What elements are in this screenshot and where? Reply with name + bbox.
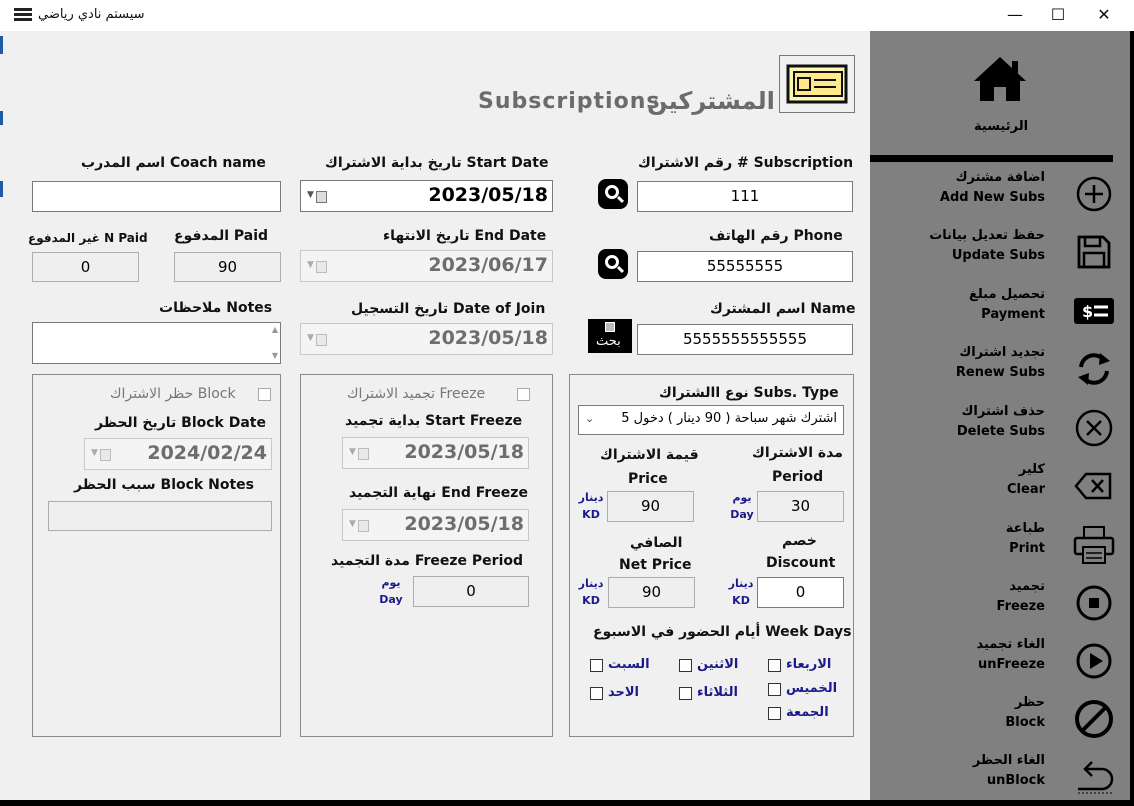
chevron-down-icon: ▼ <box>307 333 314 343</box>
minimize-button[interactable]: — <box>1007 5 1023 24</box>
name-search-button[interactable] <box>588 319 632 353</box>
day-checkbox-sat[interactable] <box>590 659 603 672</box>
coach-input[interactable] <box>32 181 281 212</box>
start-freeze-picker <box>342 437 529 469</box>
start-date-picker[interactable] <box>300 180 553 212</box>
block-date-label: تاريخ الحظر Block Date <box>95 415 266 431</box>
day-label-sat: السبت <box>608 657 650 672</box>
freeze-period-input: 0 <box>413 576 529 607</box>
sidebar-item-renew-subs[interactable] <box>870 345 1130 401</box>
calendar-icon <box>316 191 327 203</box>
sidebar-item-block[interactable] <box>870 695 1130 751</box>
subs-type-select[interactable] <box>578 405 844 435</box>
freeze-checkbox[interactable] <box>517 388 530 401</box>
plus-circle-icon <box>1072 172 1116 216</box>
sidebar-item-label-en: Print <box>1009 541 1045 556</box>
freeze-title: تجميد الاشتراك Freeze <box>347 386 486 402</box>
paid-label: المدفوع Paid <box>174 228 269 244</box>
price-unit: دينار KD <box>578 491 604 521</box>
save-icon <box>1072 230 1116 274</box>
search-subscription-button[interactable] <box>598 179 628 209</box>
scroll-up-icon[interactable]: ▲ <box>271 325 278 334</box>
start-date-value: 2023/05/18 <box>428 184 548 206</box>
sidebar-item-label-ar: حذف اشتراك <box>961 404 1045 419</box>
sidebar-item-label-en: Update Subs <box>951 248 1045 263</box>
sidebar-item-label-en: Block <box>1005 715 1045 730</box>
end-freeze-label: نهاية التجميد End Freeze <box>349 485 528 501</box>
chevron-down-icon: ▼ <box>349 447 356 457</box>
day-label-fri: الجمعة <box>786 705 829 720</box>
search-label: بحث <box>596 334 621 349</box>
freeze-period-label: مدة التجميد Freeze Period <box>331 553 524 569</box>
period-label-en: Period <box>772 469 824 485</box>
subscription-no-label: رقم الاشتراك # Subscription <box>638 155 854 171</box>
home-button[interactable] <box>970 53 1030 109</box>
backspace-icon <box>1072 464 1116 508</box>
day-label-thu: الخميس <box>786 681 838 696</box>
weekdays-label: أيام الحضور في الاسبوع Week Days <box>593 624 852 640</box>
not-paid-input: 0 <box>32 252 139 282</box>
block-date-picker <box>84 438 272 470</box>
subs-type-value: اشترك شهر سباحة ( 90 دينار ) دخول 5 <box>621 411 837 426</box>
calendar-icon <box>358 520 369 532</box>
day-label-sun: الاحد <box>608 685 640 700</box>
phone-label: رقم الهاتف Phone <box>709 228 843 244</box>
sidebar-item-label-en: unBlock <box>986 773 1045 788</box>
page-title-en: Subscriptions <box>478 89 661 114</box>
day-checkbox-thu[interactable] <box>768 683 781 696</box>
sidebar-item-add-new-subs[interactable] <box>870 170 1130 226</box>
sidebar-item-label-ar: تحصيل مبلغ <box>968 287 1045 302</box>
end-date-picker <box>300 250 553 282</box>
sidebar-item-clear[interactable] <box>870 462 1130 518</box>
freeze-group <box>300 374 553 737</box>
chevron-down-icon: ▼ <box>349 519 356 529</box>
calendar-icon <box>358 448 369 460</box>
maximize-button[interactable]: ☐ <box>1050 5 1066 24</box>
paid-input: 90 <box>174 252 281 282</box>
net-price-label-ar: الصافي <box>630 535 683 551</box>
block-group <box>32 374 281 737</box>
chevron-down-icon: ▼ <box>307 190 314 200</box>
discount-label-ar: خصم <box>782 533 817 549</box>
chevron-down-icon: ▼ <box>91 448 98 458</box>
checkbox-icon <box>605 322 615 332</box>
sidebar-item-delete-subs[interactable] <box>870 404 1130 460</box>
calendar-icon <box>316 261 327 273</box>
freeze-period-unit: يوم Day <box>379 576 403 606</box>
undo-icon <box>1072 755 1116 799</box>
start-freeze-label: بداية تجميد Start Freeze <box>345 413 523 429</box>
day-checkbox-mon[interactable] <box>679 659 692 672</box>
left-edge <box>0 31 10 800</box>
svg-text:$: $ <box>1082 302 1094 321</box>
sidebar-item-label-en: Payment <box>981 307 1045 322</box>
notes-textarea[interactable] <box>32 322 281 364</box>
day-checkbox-sun[interactable] <box>590 687 603 700</box>
sidebar-item-payment[interactable] <box>870 287 1130 343</box>
sidebar-item-label-ar: تجديد اشتراك <box>959 345 1045 360</box>
sidebar-divider <box>870 155 1113 162</box>
scroll-down-icon[interactable]: ▼ <box>271 351 278 360</box>
sidebar-item-label-ar: حظر <box>1014 695 1045 710</box>
window-title: سيستم نادي رياضي <box>38 7 145 22</box>
sidebar-item-label-en: Add New Subs <box>939 190 1045 205</box>
sidebar-item-print[interactable] <box>870 521 1130 577</box>
close-button[interactable]: ✕ <box>1097 5 1111 24</box>
block-date-value: 2024/02/24 <box>147 442 267 464</box>
price-label-ar: قيمة الاشتراك <box>600 447 699 463</box>
printer-icon <box>1072 523 1116 567</box>
day-checkbox-fri[interactable] <box>768 707 781 720</box>
period-unit: يوم Day <box>730 491 754 521</box>
sidebar-item-unfreeze[interactable] <box>870 637 1130 693</box>
subs-type-label: نوع االشتراك Subs. Type <box>659 385 839 401</box>
name-input[interactable]: 5555555555555 <box>637 324 853 355</box>
block-icon <box>1072 697 1116 741</box>
notes-label: ملاحظات Notes <box>159 300 273 316</box>
net-price-label-en: Net Price <box>619 557 692 573</box>
chevron-down-icon: ⌄ <box>585 412 595 425</box>
join-date-picker <box>300 323 553 355</box>
name-label: اسم المشترك Name <box>710 301 856 317</box>
sidebar-item-label-ar: تجميد <box>1009 579 1045 594</box>
discount-unit: دينار KD <box>728 577 754 607</box>
calendar-icon <box>316 334 327 346</box>
price-input: 90 <box>607 491 694 522</box>
sidebar-item-unblock[interactable] <box>870 753 1130 806</box>
page-title-ar: المشتركين <box>647 87 775 115</box>
phone-input[interactable]: 55555555 <box>637 251 853 282</box>
end-freeze-value: 2023/05/18 <box>404 513 524 535</box>
block-title: حظر الاشتراك Block <box>110 386 236 402</box>
net-price-input: 90 <box>608 577 695 608</box>
day-label-tue: الثلاثاء <box>697 685 738 700</box>
period-label-ar: مدة الاشتراك <box>752 445 843 461</box>
net-price-unit: دينار KD <box>578 577 604 607</box>
sidebar-item-label-en: Delete Subs <box>956 424 1045 439</box>
renew-icon <box>1072 347 1116 391</box>
end-date-value: 2023/06/17 <box>428 254 548 276</box>
sidebar-item-label-ar: طباعة <box>1005 521 1045 536</box>
day-label-mon: الاثنين <box>697 657 739 672</box>
sidebar-item-label-ar: الغاء تجميد <box>976 637 1045 652</box>
sidebar-item-update-subs[interactable] <box>870 228 1130 284</box>
coach-label: اسم المدرب Coach name <box>81 155 266 171</box>
subscription-no-input[interactable]: 111 <box>637 181 853 212</box>
day-checkbox-tue[interactable] <box>679 687 692 700</box>
sidebar-item-label-en: Renew Subs <box>955 365 1045 380</box>
hamburger-menu-icon[interactable] <box>14 8 32 22</box>
block-notes-label: سبب الحظر Block Notes <box>74 477 254 493</box>
sidebar-item-label-ar: حفظ تعديل بيانات <box>929 228 1045 243</box>
sidebar-item-freeze[interactable] <box>870 579 1130 635</box>
calendar-icon <box>100 449 111 461</box>
subscription-details-group <box>569 374 854 737</box>
title-bar <box>0 0 1134 31</box>
sidebar-item-label-ar: كلير <box>1018 462 1045 477</box>
delete-circle-icon <box>1072 406 1116 450</box>
discount-label-en: Discount <box>766 555 836 571</box>
period-input: 30 <box>757 491 844 522</box>
start-date-label: تاريخ بداية الاشتراك Start Date <box>325 155 549 171</box>
home-icon <box>970 53 1030 105</box>
chevron-down-icon: ▼ <box>307 260 314 270</box>
join-date-value: 2023/05/18 <box>428 327 548 349</box>
money-icon <box>1072 289 1116 333</box>
not-paid-label: غير المدفوع N Paid <box>28 231 148 245</box>
stop-circle-icon <box>1072 581 1116 625</box>
sidebar-item-label-ar: اضافة مشترك <box>955 170 1045 185</box>
join-date-label: تاريخ التسجيل Date of Join <box>351 301 546 317</box>
sidebar-item-label-ar: الغاء الحظر <box>972 753 1045 768</box>
sidebar-item-label-en: Freeze <box>996 599 1045 614</box>
block-checkbox[interactable] <box>258 388 271 401</box>
discount-input[interactable]: 0 <box>757 577 844 608</box>
day-checkbox-wed[interactable] <box>768 659 781 672</box>
subscriptions-card-icon <box>779 55 855 113</box>
search-phone-button[interactable] <box>598 249 628 279</box>
end-date-label: تاريخ الانتهاء End Date <box>383 228 547 244</box>
sidebar-item-label-en: Clear <box>1007 482 1045 497</box>
home-label: الرئيسية <box>974 119 1029 134</box>
play-circle-icon <box>1072 639 1116 683</box>
main-content <box>10 31 870 800</box>
start-freeze-value: 2023/05/18 <box>404 441 524 463</box>
sidebar-item-label-en: unFreeze <box>978 657 1045 672</box>
block-notes-input <box>48 501 272 531</box>
price-label-en: Price <box>628 471 668 487</box>
end-freeze-picker <box>342 509 529 541</box>
day-label-wed: الاربعاء <box>786 657 832 672</box>
